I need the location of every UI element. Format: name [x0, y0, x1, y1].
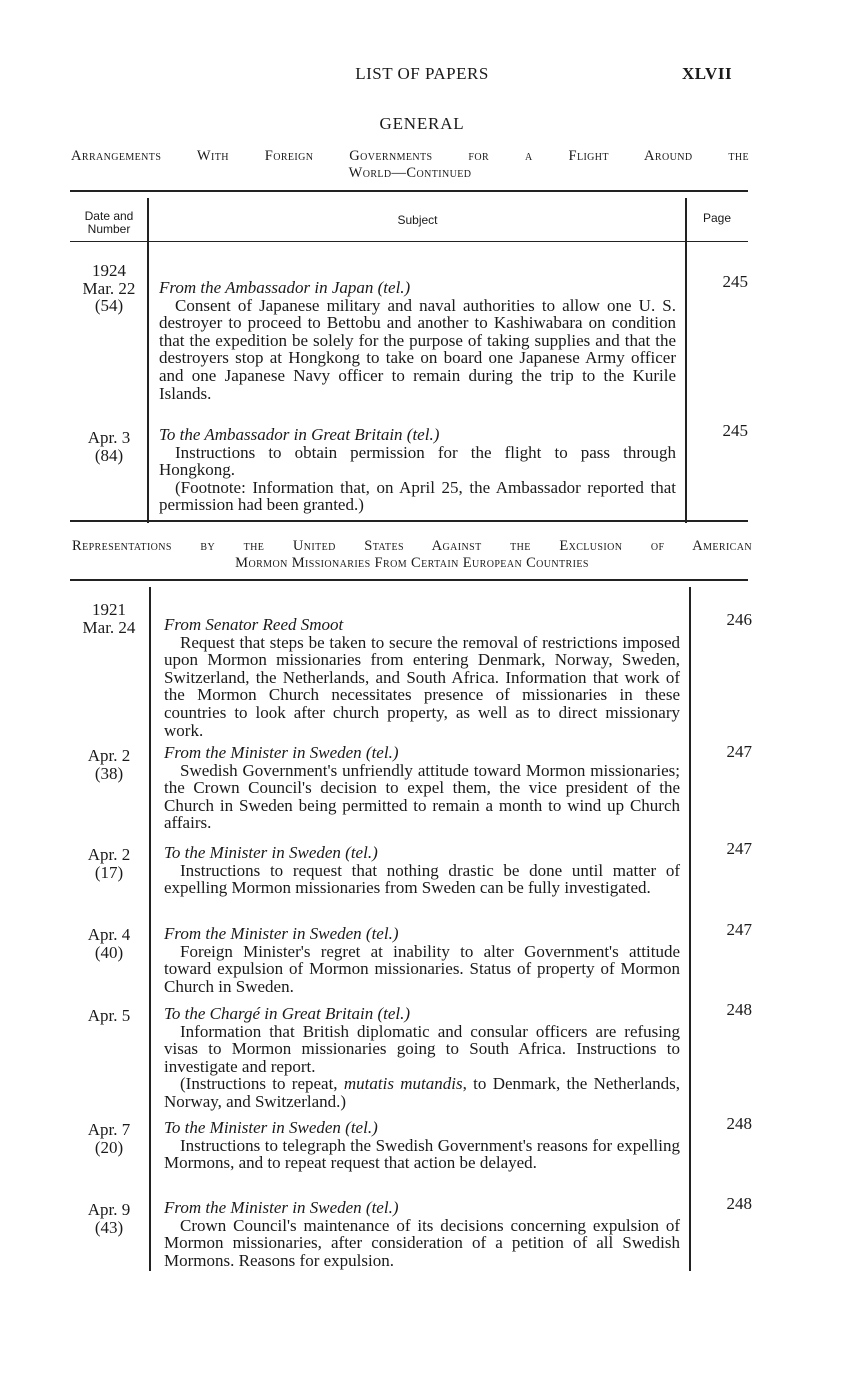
- date-cell: Apr. 2 (17): [87, 845, 131, 882]
- entry-title: From the Minister in Sweden (tel.): [164, 743, 399, 762]
- part2-heading-line1: Representations by the United States Against the Exclusion of American: [72, 538, 752, 554]
- entry-title: From the Minister in Sweden (tel.): [164, 924, 399, 943]
- part2-left-column-rule: [149, 587, 151, 1271]
- part1-bottom-rule: [70, 520, 748, 522]
- column-header-page: Page: [702, 211, 732, 225]
- entry-body: Foreign Minister's regret at inability to alter Government's attitude toward expulsion of Mormon missionaries. Status of property of Mormon Church in Sweden.: [164, 941, 680, 996]
- entry-title: To the Chargé in Great Britain (tel.): [164, 1004, 411, 1023]
- part1-heading-line1: Arrangements With Foreign Governments for a Flight Around the: [71, 148, 749, 164]
- subject-cell: [164, 1005, 680, 1111]
- date-cell: Apr. 7 (20): [87, 1120, 131, 1157]
- entry-body: Instructions to request that nothing drastic be done until matter of expelling Mormon missionaries from Sweden can be fully investigated.: [164, 860, 680, 898]
- page-cell: 248: [726, 1000, 752, 1019]
- entry-body: Consent of Japanese military and naval authorities to allow one U. S. destroyer to proceed to Bettobu and another to Kashiwabara on condition that the expedition be solely for the purpose of taking supplies and that the destroyers stop at Hongkong to take on board one Japanese Army officer and one Japanese Navy officer to remain during the trip to the Kurile Islands.: [159, 295, 676, 403]
- subject-cell: [164, 616, 680, 739]
- table-header-rule: [70, 241, 748, 242]
- table-top-rule: [70, 190, 748, 192]
- page-cell: 245: [722, 421, 748, 440]
- part1-right-column-rule: [685, 198, 687, 523]
- page-number-roman: XLVII: [682, 64, 733, 83]
- entry-title: From the Minister in Sweden (tel.): [164, 1198, 399, 1217]
- date-cell: Apr. 2 (38): [87, 746, 131, 783]
- subject-cell: [164, 925, 680, 995]
- subject-cell: [159, 279, 676, 402]
- part2-top-rule: [70, 579, 748, 581]
- entry-title: To the Minister in Sweden (tel.): [164, 1118, 378, 1137]
- date-cell: Apr. 3 (84): [87, 428, 131, 465]
- entry-title: From Senator Reed Smoot: [164, 615, 344, 634]
- page-cell: 246: [726, 610, 752, 629]
- date-cell: 1924 Mar. 22 (54): [82, 261, 136, 316]
- subject-cell: [159, 426, 676, 514]
- subject-cell: [164, 744, 680, 832]
- subject-cell: [164, 1199, 680, 1269]
- date-cell: Apr. 9 (43): [87, 1200, 131, 1237]
- entry-body: Crown Council's maintenance of its decisions concerning expulsion of Mormon missionaries, after consideration of a petition of all Swedish Mormons. Reasons for expulsion.: [164, 1215, 680, 1270]
- running-header: LIST OF PAPERS: [355, 64, 489, 83]
- column-header-date: Date and Number: [84, 209, 134, 236]
- entry-title: To the Ambassador in Great Britain (tel.): [159, 425, 440, 444]
- page-cell: 248: [726, 1114, 752, 1133]
- part2-heading-line2: Mormon Missionaries From Certain European Countries: [235, 555, 589, 571]
- date-cell: Apr. 4 (40): [87, 925, 131, 962]
- page-cell: 248: [726, 1194, 752, 1213]
- column-header-subject: Subject: [397, 213, 438, 227]
- entry-body: Instructions to telegraph the Swedish Government's reasons for expelling Mormons, and to repeat request that action be delayed.: [164, 1135, 680, 1173]
- subject-cell: [164, 1119, 680, 1172]
- page-cell: 247: [726, 920, 752, 939]
- date-cell: Apr. 5: [87, 1006, 131, 1025]
- section-title: GENERAL: [379, 114, 465, 133]
- page-cell: 247: [726, 742, 752, 761]
- date-cell: 1921 Mar. 24: [82, 600, 136, 637]
- subject-cell: [164, 844, 680, 897]
- page-cell: 245: [722, 272, 748, 291]
- entry-body: Instructions to obtain permission for the flight to pass through Hongkong.: [159, 442, 676, 480]
- entry-title: From the Ambassador in Japan (tel.): [159, 278, 411, 297]
- page-cell: 247: [726, 839, 752, 858]
- entry-body: Swedish Government's unfriendly attitude toward Mormon missionaries; the Crown Council's decision to expel them, the vice president of the Church in Sweden being permitted to remain a month to wind up Church affairs.: [164, 760, 680, 833]
- entry-note: (Instructions to repeat, mutatis mutandis, to Denmark, the Netherlands, Norway, and Switzerland.): [164, 1074, 680, 1111]
- part1-left-column-rule: [147, 198, 149, 523]
- entry-footnote: (Footnote: Information that, on April 25, the Ambassador reported that permission had been granted.): [159, 477, 676, 515]
- part1-heading-line2: World—Continued: [348, 165, 472, 181]
- entry-title: To the Minister in Sweden (tel.): [164, 843, 378, 862]
- entry-body: Request that steps be taken to secure the removal of restrictions imposed upon Mormon missionaries from entering Denmark, Norway, Sweden, Switzerland, the Netherlands, and South Africa. Information that work of the Mormon Church necessitates presence of missionaries in these countries to look after church property, as well as to direct missionary work.: [164, 632, 680, 740]
- entry-body: Information that British diplomatic and consular officers are refusing visas to Mormon missionaries going to South Africa. Instructions to investigate and report.: [164, 1021, 680, 1076]
